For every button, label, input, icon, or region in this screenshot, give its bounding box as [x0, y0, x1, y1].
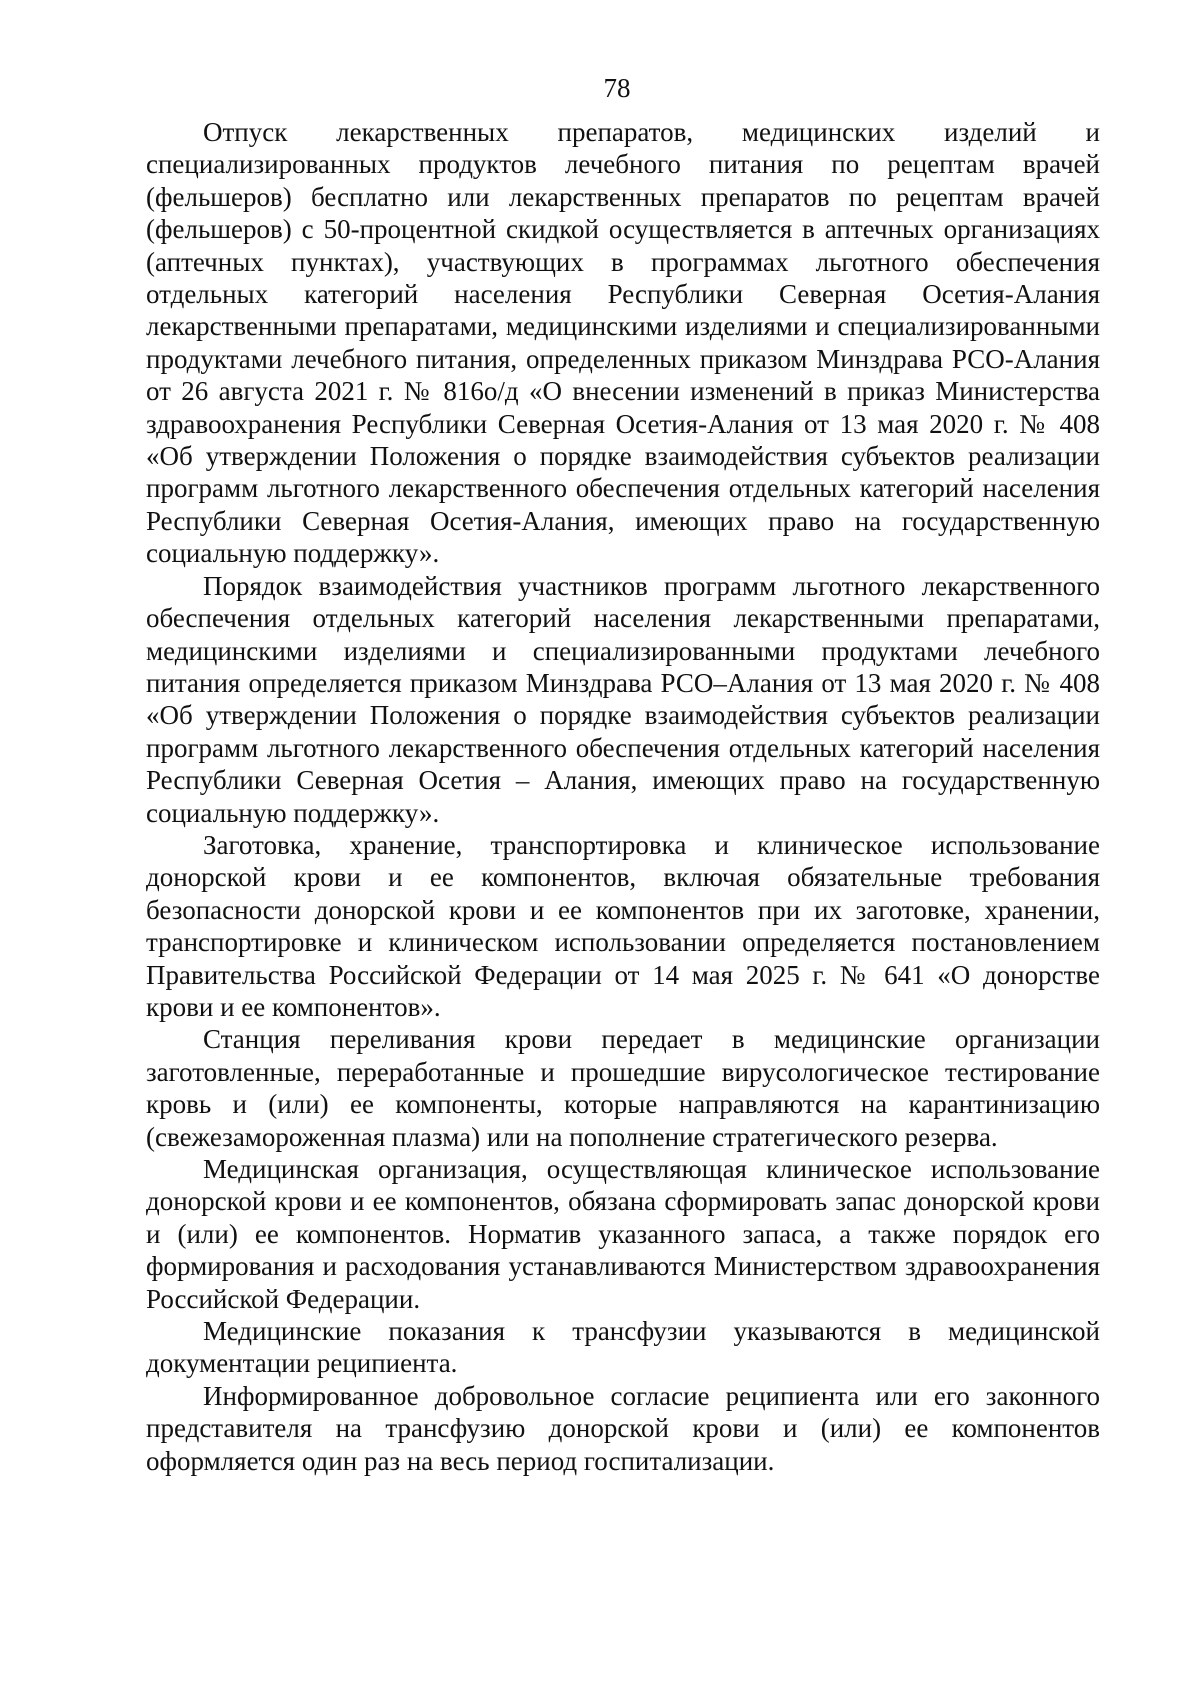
paragraph-transfusion-indications: Медицинские показания к трансфузии указываются в медицинской документации реципиента. — [146, 1316, 1100, 1379]
paragraph-drug-dispensing: Отпуск лекарственных препаратов, медицинских изделий и специализированных продуктов лечебного питания по рецептам врачей (фельшеров) бесплатно или лекарственных препаратов по рецептам врачей (фельшеров) с 50-процентной скидкой осуществляется в аптечных организациях (аптечных пунктах), участвующих в программах льготного обеспечения отдельных категорий населения Республики Северная Осетия-Алания лекарственными препаратами, медицинскими изделиями и специализированными продуктами лечебного питания, определенных приказом Минздрава РСО-Алания от 26 августа 2021 г. № 816о/д «О внесении изменений в приказ Министерства здравоохранения Республики Северная Осетия-Алания от 13 мая 2020 г. № 408 «Об утверждении Положения о порядке взаимодействия субъектов реализации программ льготного лекарственного обеспечения отдельных категорий населения Республики Северная Осетия-Алания, имеющих право на государственную социальную поддержку». — [146, 117, 1100, 569]
paragraph-blood-transfusion-station: Станция переливания крови передает в медицинские организации заготовленные, переработанные и прошедшие вирусологическое тестирование кровь и (или) ее компоненты, которые направляются на карантинизацию (свежезамороженная плазма) или на пополнение стратегического резерва. — [146, 1024, 1100, 1152]
paragraph-blood-procurement: Заготовка, хранение, транспортировка и клиническое использование донорской крови и ее компонентов, включая обязательные требования безопасности донорской крови и ее компонентов при их заготовке, хранении, транспортировке и клиническом использовании определяется постановлением Правительства Российской Федерации от 14 мая 2025 г. № 641 «О донорстве крови и ее компонентов». — [146, 829, 1100, 1022]
document-body — [146, 116, 1100, 1477]
paragraph-blood-reserve: Медицинская организация, осуществляющая клиническое использование донорской крови и ее компонентов, обязана сформировать запас донорской крови и (или) ее компонентов. Норматив указанного запаса, а также порядок его формирования и расходования устанавливаются Министерством здравоохранения Российской Федерации. — [146, 1154, 1100, 1314]
paragraph-informed-consent: Информированное добровольное согласие реципиента или его законного представителя на трансфузию донорской крови и (или) ее компонентов оформляется один раз на весь период госпитализации. — [146, 1380, 1100, 1476]
page-number: 78 — [603, 73, 631, 103]
paragraph-interaction-procedure: Порядок взаимодействия участников программ льготного лекарственного обеспечения отдельных категорий населения лекарственными препаратами, медицинскими изделиями и специализированными продуктами лечебного питания определяется приказом Минздрава РСО–Алания от 13 мая 2020 г. № 408 «Об утверждении Положения о порядке взаимодействия субъектов реализации программ льготного лекарственного обеспечения отдельных категорий населения Республики Северная Осетия – Алания, имеющих право на государственную социальную поддержку». — [146, 570, 1100, 828]
